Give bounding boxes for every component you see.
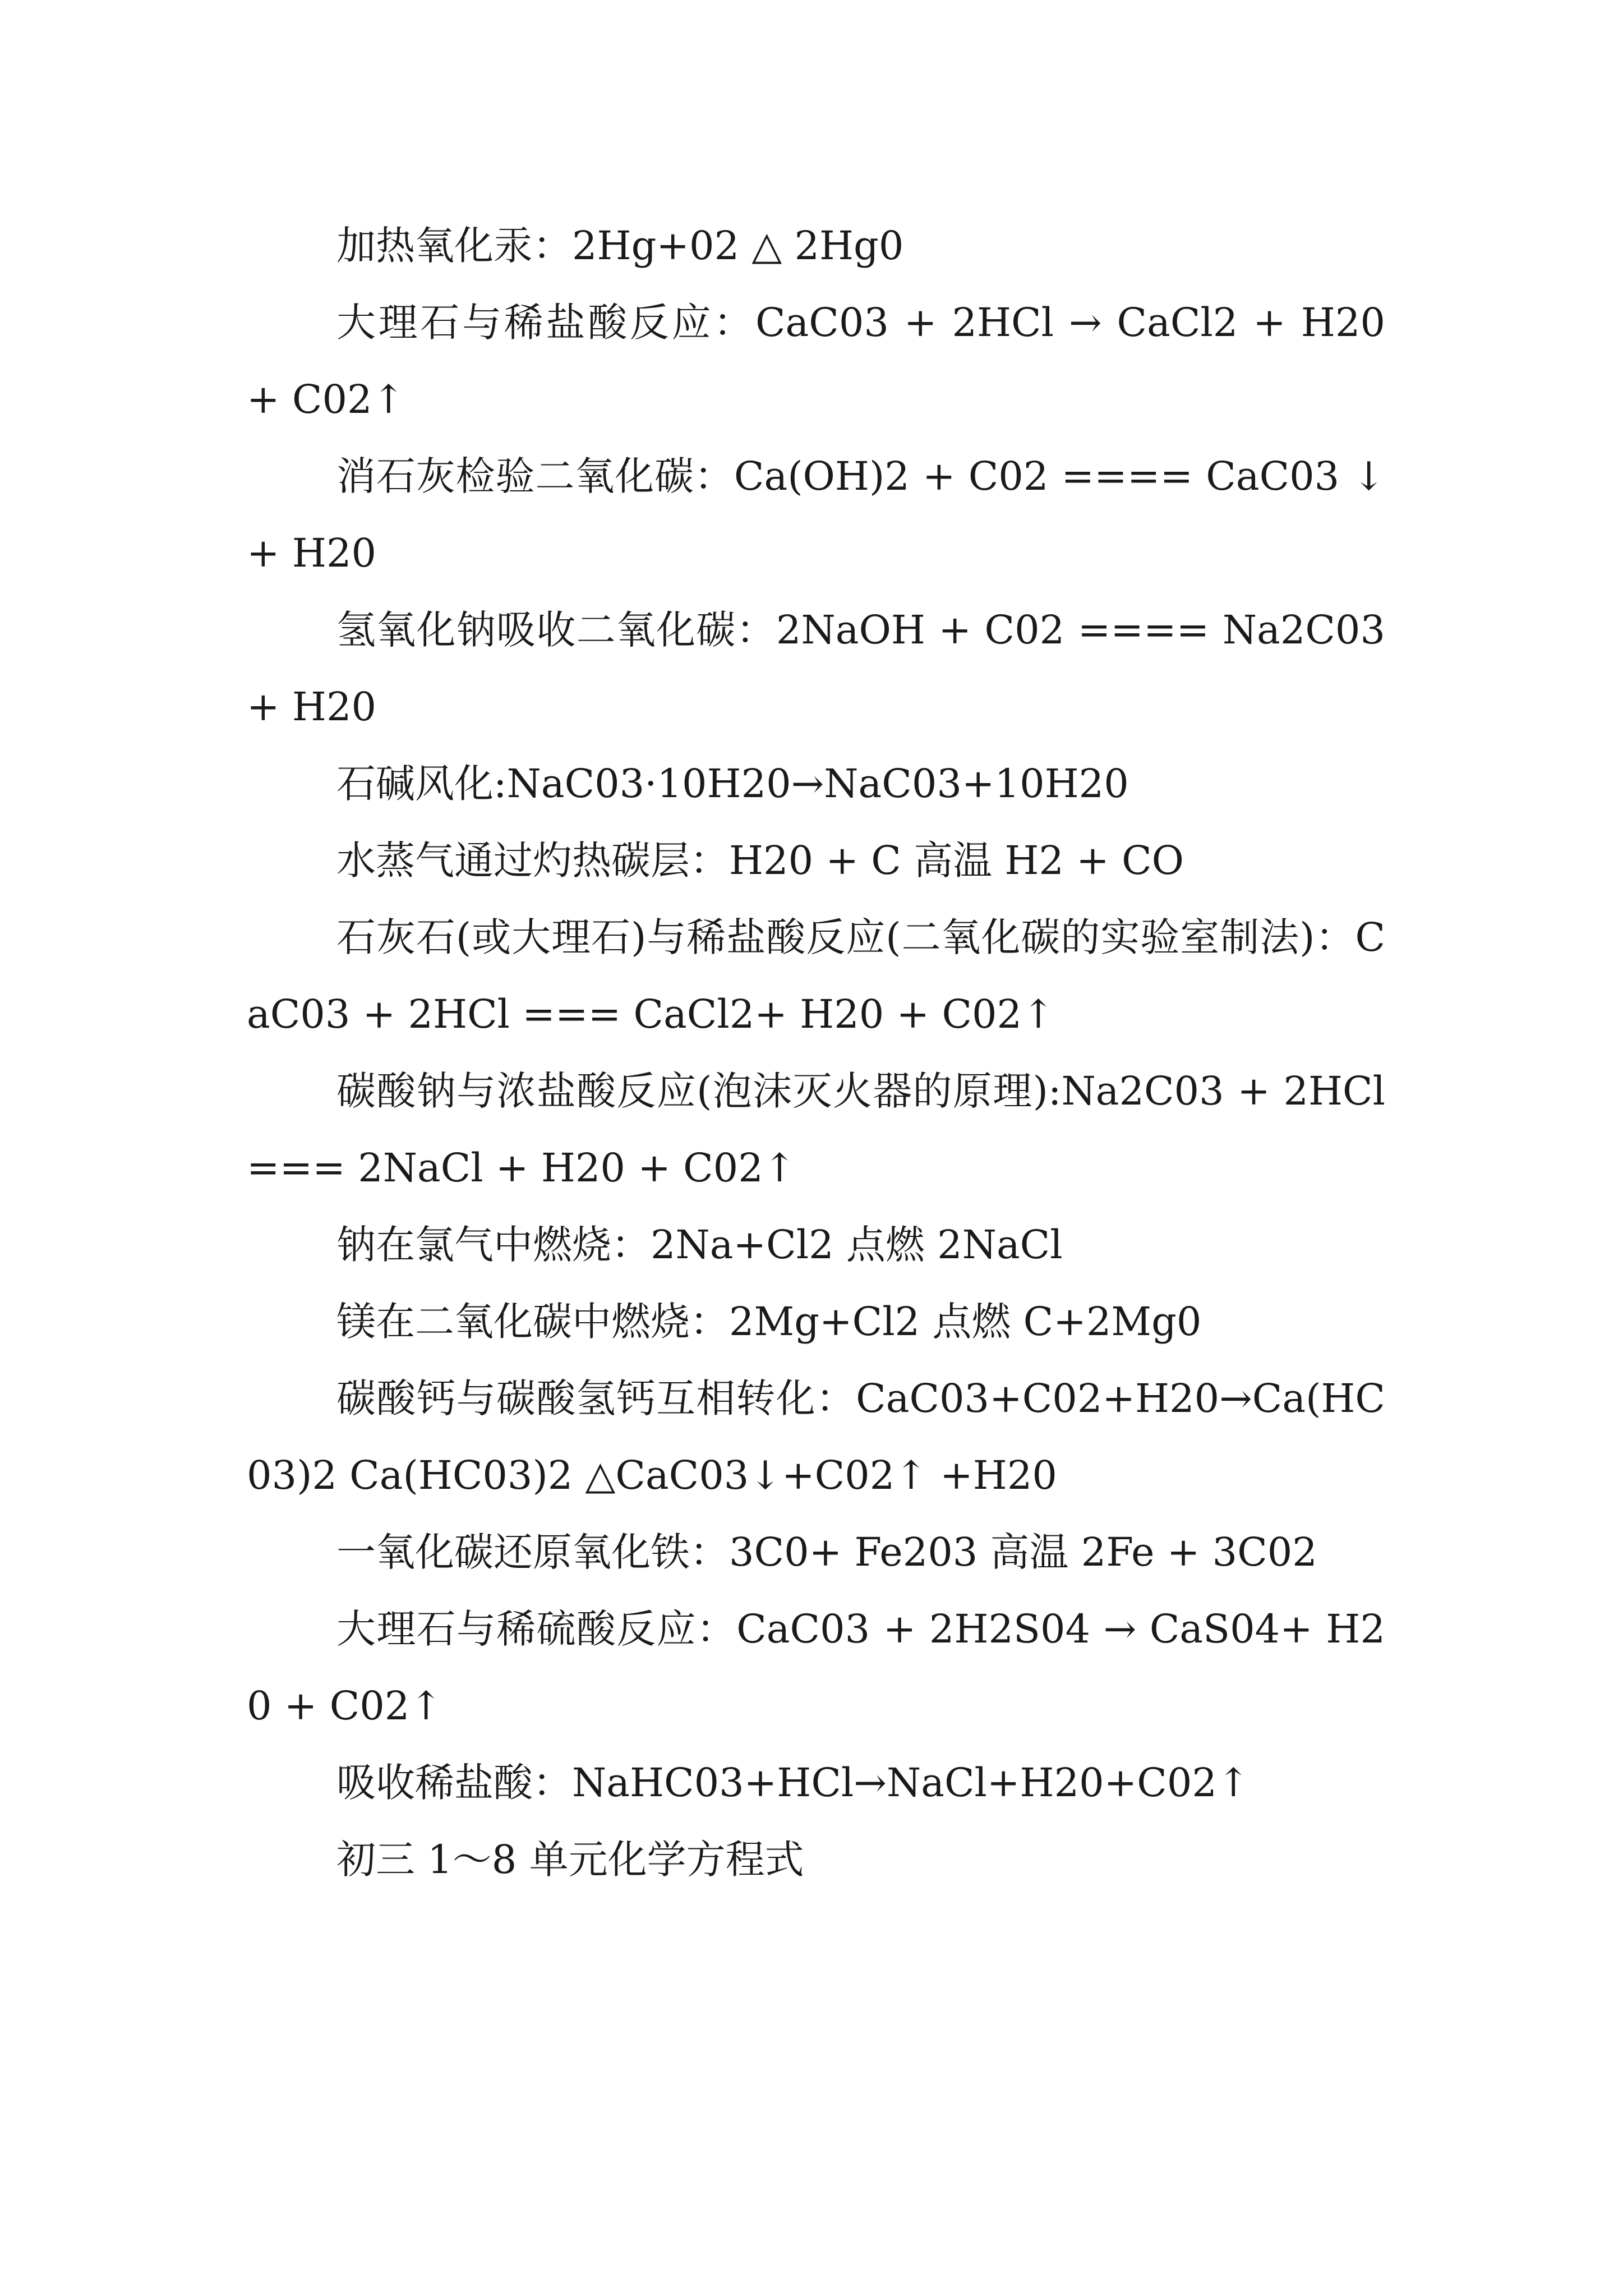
equation-mercury-oxide: 加热氧化汞：2Hg+02 △ 2Hg0 <box>336 223 904 269</box>
equation-calcium-carbonate-bicarbonate: 碳酸钙与碳酸氢钙互相转化：CaC03+C02+H20→Ca(HC03)2 Ca(HC03)2 △CaC03↓+C02↑ +H20 <box>247 1375 1385 1498</box>
equation-soda-weathering: 石碱风化:NaC03·10H20→NaC03+10H20 <box>336 761 1129 807</box>
equation-co-iron-oxide: 一氧化碳还原氧化铁：3C0+ Fe203 高温 2Fe + 3C02 <box>336 1529 1317 1575</box>
equation-bicarbonate-hcl: 吸收稀盐酸：NaHC03+HCl→NaCl+H20+C02↑ <box>336 1760 1250 1806</box>
equation-sodium-chlorine: 钠在氯气中燃烧：2Na+Cl2 点燃 2NaCl <box>336 1222 1063 1268</box>
equation-marble-sulfuric: 大理石与稀硫酸反应：CaC03 + 2H2S04 → CaS04+ H20 + C02↑ <box>247 1606 1385 1729</box>
document-body <box>247 208 1385 1898</box>
equation-limewater-co2: 消石灰检验二氧化碳：Ca(OH)2 + C02 ==== CaC03 ↓+ H20 <box>247 453 1385 576</box>
equation-naoh-co2: 氢氧化钠吸收二氧化碳：2NaOH + C02 ==== Na2C03 + H20 <box>247 607 1385 730</box>
section-heading: 初三 1～8 单元化学方程式 <box>336 1837 804 1883</box>
equation-steam-carbon: 水蒸气通过灼热碳层：H20 + C 高温 H2 + CO <box>336 838 1184 884</box>
equation-limestone-hcl: 石灰石(或大理石)与稀盐酸反应(二氧化碳的实验室制法)：CaC03 + 2HCl === CaCl2+ H20 + C02↑ <box>247 914 1385 1037</box>
equation-magnesium-co2: 镁在二氧化碳中燃烧：2Mg+Cl2 点燃 C+2Mg0 <box>336 1299 1202 1345</box>
equation-sodium-carbonate-hcl: 碳酸钠与浓盐酸反应(泡沫灭火器的原理):Na2C03 + 2HCl === 2NaCl + H20 + C02↑ <box>247 1068 1385 1191</box>
equation-marble-hcl: 大理石与稀盐酸反应：CaC03 + 2HCl → CaCl2 + H20 + C02↑ <box>247 300 1385 422</box>
